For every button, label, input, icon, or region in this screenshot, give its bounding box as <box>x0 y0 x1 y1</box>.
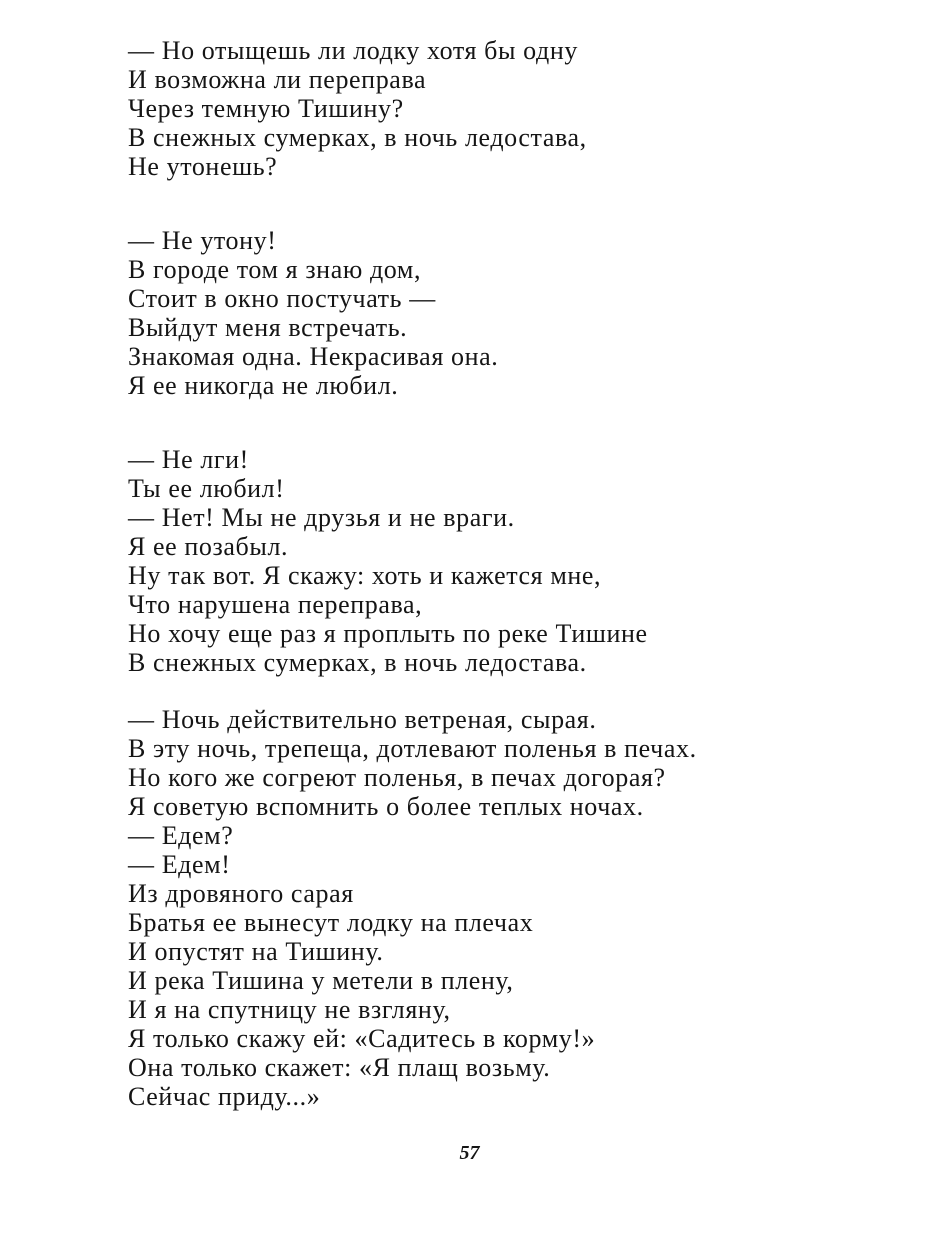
poem-line: Ты ее любил! <box>128 474 285 503</box>
poem-line: В эту ночь, трепеща, дотлевают поленья в печах. <box>128 734 697 763</box>
poem-line: В снежных сумерках, в ночь ледостава. <box>128 648 587 677</box>
poem-line: Стоит в окно постучать — <box>128 284 436 313</box>
stanza-3 <box>128 445 828 677</box>
poem-line: Не утонешь? <box>128 152 278 181</box>
poem-line: Но кого же согреют поленья, в печах догорая? <box>128 763 666 792</box>
poem-line: Я ее никогда не любил. <box>128 371 399 400</box>
poem-line: — Едем! <box>128 850 231 879</box>
poem-line: Ну так вот. Я скажу: хоть и кажется мне, <box>128 561 602 590</box>
poem-line: И река Тишина у метели в плену, <box>128 966 514 995</box>
poem-line: — Но отыщешь ли лодку хотя бы одну <box>128 36 578 65</box>
poem-line: Что нарушена переправа, <box>128 590 423 619</box>
stanza-4 <box>128 705 828 1111</box>
poem-line: Сейчас приду...» <box>128 1082 321 1111</box>
poem-line: И опустят на Тишину. <box>128 937 384 966</box>
poem-line: — Едем? <box>128 821 234 850</box>
poem-line: Братья ее вынесут лодку на плечах <box>128 908 534 937</box>
poem-line: — Нет! Мы не друзья и не враги. <box>128 503 515 532</box>
poem-line: Я советую вспомнить о более теплых ночах. <box>128 792 644 821</box>
poem-line: Выйдут меня встречать. <box>128 313 408 342</box>
poem-line: В снежных сумерках, в ночь ледостава, <box>128 123 587 152</box>
poem-line: Через темную Тишину? <box>128 94 404 123</box>
poem-line: И возможна ли переправа <box>128 65 427 94</box>
poem-line: Я только скажу ей: «Садитесь в корму!» <box>128 1024 596 1053</box>
poem-line: Знакомая одна. Некрасивая она. <box>128 342 499 371</box>
poem-line: — Не утону! <box>128 226 277 255</box>
poem-line: В городе том я знаю дом, <box>128 255 422 284</box>
poem-line: Я ее позабыл. <box>128 532 289 561</box>
poem-line: И я на спутницу не взгляну, <box>128 995 451 1024</box>
stanza-1 <box>128 36 828 181</box>
poem-line: — Не лги! <box>128 445 249 474</box>
poem-text <box>128 36 828 1111</box>
poem-line: Из дровяного сарая <box>128 879 354 908</box>
page-number: 57 <box>459 1142 480 1164</box>
poem-line: — Ночь действительно ветреная, сырая. <box>128 705 597 734</box>
stanza-2 <box>128 226 828 400</box>
poem-line: Она только скажет: «Я плащ возьму. <box>128 1053 551 1082</box>
poem-line: Но хочу еще раз я проплыть по реке Тишине <box>128 619 648 648</box>
